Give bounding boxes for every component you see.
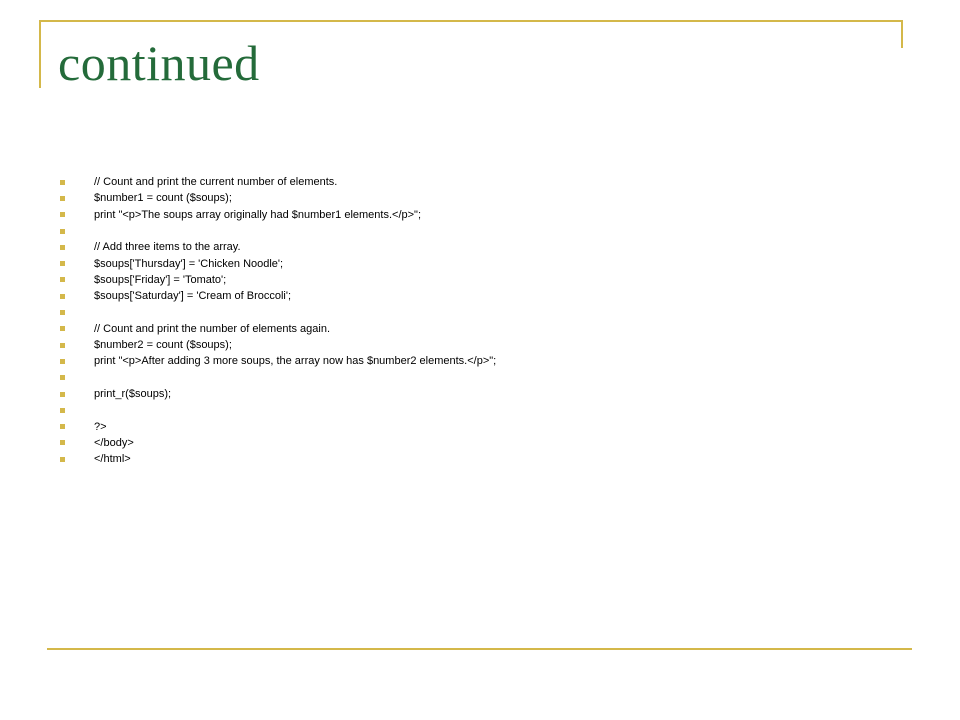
square-bullet-icon xyxy=(60,440,65,445)
frame-left-rule xyxy=(39,20,41,88)
bullet-text: $soups['Friday'] = 'Tomato'; xyxy=(94,273,227,286)
bullet-item xyxy=(60,451,900,467)
square-bullet-icon xyxy=(60,245,65,250)
bullet-text: // Count and print the number of elements again. xyxy=(94,322,331,335)
bullet-text: print "<p>After adding 3 more soups, the array now has $number2 elements.</p>"; xyxy=(94,355,497,368)
bullet-text: print_r($soups); xyxy=(94,388,172,400)
bullet-item xyxy=(60,321,900,337)
bullet-item xyxy=(60,272,900,288)
bullet-text: $number2 = count ($soups); xyxy=(94,339,232,352)
square-bullet-icon xyxy=(60,212,65,217)
bullet-text: // Count and print the current number of elements. xyxy=(94,176,338,189)
bullet-item xyxy=(60,239,900,255)
bullet-item xyxy=(60,288,900,304)
square-bullet-icon xyxy=(60,326,65,331)
square-bullet-icon xyxy=(60,229,65,234)
slide-title: continued xyxy=(58,35,260,91)
square-bullet-icon xyxy=(60,457,65,462)
bullet-text: print "<p>The soups array originally had $number1 elements.</p>"; xyxy=(94,208,421,221)
bullet-text: ?> xyxy=(94,420,107,433)
frame-right-rule xyxy=(901,20,903,48)
bullet-item xyxy=(60,223,900,239)
square-bullet-icon xyxy=(60,343,65,348)
square-bullet-icon xyxy=(60,408,65,413)
bullet-text: </html> xyxy=(94,453,131,466)
square-bullet-icon xyxy=(60,310,65,315)
bullet-item xyxy=(60,418,900,434)
bullet-text: $soups['Thursday'] = 'Chicken Noodle'; xyxy=(94,257,284,270)
bullet-item xyxy=(60,255,900,271)
square-bullet-icon xyxy=(60,277,65,282)
bullet-item xyxy=(60,207,900,223)
bullet-item xyxy=(60,370,900,386)
square-bullet-icon xyxy=(60,392,65,397)
square-bullet-icon xyxy=(60,261,65,266)
bullet-item xyxy=(60,386,900,402)
square-bullet-icon xyxy=(60,359,65,364)
bullet-text: </body> xyxy=(94,436,134,449)
bullet-item xyxy=(60,435,900,451)
bullet-text: $soups['Saturday'] = 'Cream of Broccoli'; xyxy=(94,290,292,303)
bullet-list xyxy=(60,174,900,467)
square-bullet-icon xyxy=(60,294,65,299)
bullet-text: // Add three items to the array. xyxy=(94,241,241,254)
bullet-item xyxy=(60,190,900,206)
square-bullet-icon xyxy=(60,196,65,201)
square-bullet-icon xyxy=(60,180,65,185)
square-bullet-icon xyxy=(60,424,65,429)
bullet-item xyxy=(60,337,900,353)
frame-top-rule xyxy=(39,20,903,22)
bullet-item xyxy=(60,353,900,369)
bullet-text: $number1 = count ($soups); xyxy=(94,192,232,205)
frame-bottom-rule xyxy=(47,648,912,650)
bullet-item xyxy=(60,402,900,418)
bullet-item xyxy=(60,174,900,190)
square-bullet-icon xyxy=(60,375,65,380)
bullet-item xyxy=(60,304,900,320)
